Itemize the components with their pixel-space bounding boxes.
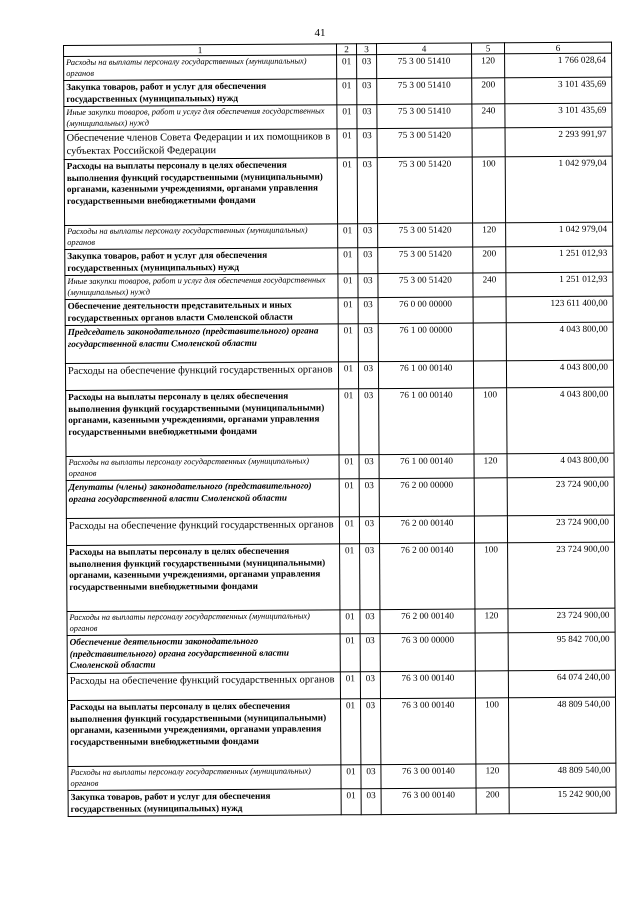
row-subsection: 03 xyxy=(360,672,380,699)
table-row xyxy=(67,542,615,611)
row-target-code: 75 3 00 51410 xyxy=(377,104,472,129)
table-row xyxy=(64,127,612,159)
row-subsection: 03 xyxy=(358,298,378,324)
row-name: Закупка товаров, работ и услуг для обеспечения государственных (муниципальных) нужд xyxy=(68,789,341,817)
row-name: Расходы на выплаты персоналу государственных (муниципальных) органов xyxy=(64,55,337,81)
row-amount: 3 101 435,69 xyxy=(505,77,612,104)
header-col-5: 5 xyxy=(471,43,504,54)
row-name: Иные закупки товаров, работ и услуг для обеспечения государственных (муниципальных) нужд xyxy=(64,105,337,131)
row-target-code: 75 3 00 51420 xyxy=(378,247,473,274)
row-subsection: 03 xyxy=(358,224,378,248)
row-expense-type: 200 xyxy=(472,78,505,104)
row-name: Расходы на обеспечение функций государственных органов xyxy=(65,362,338,391)
row-expense-type: 120 xyxy=(472,54,505,78)
row-amount: 3 101 435,69 xyxy=(505,103,612,128)
row-target-code: 75 3 00 51420 xyxy=(378,273,473,298)
row-name: Расходы на выплаты персоналу в целях обеспечения выполнения функций государственными (муниципальными) органами, казенными учреждениями, органами управления государственными внебюджетными фондами xyxy=(67,544,340,612)
table-row xyxy=(67,632,615,673)
row-amount: 1 042 979,04 xyxy=(505,156,612,223)
row-name: Обеспечение членов Совета Федерации и их помощников в субъектах Российской Федерации xyxy=(64,129,337,160)
row-name: Депутаты (члены) законодательного (представительного) органа государственной власти Смоленской области xyxy=(66,479,339,519)
row-target-code: 76 2 00 00140 xyxy=(380,609,475,634)
row-target-code: 76 1 00 00000 xyxy=(378,323,473,362)
row-name: Закупка товаров, работ и услуг для обеспечения государственных (муниципальных) нужд xyxy=(65,248,338,276)
header-col-1: 1 xyxy=(64,44,337,57)
row-name: Обеспечение деятельности законодательного (представительного) органа государственной власти Смоленской области xyxy=(67,634,340,674)
table-row xyxy=(64,53,612,80)
row-expense-type: 240 xyxy=(472,104,505,128)
header-col-4: 4 xyxy=(376,43,471,55)
row-subsection: 03 xyxy=(357,105,377,129)
row-expense-type: 100 xyxy=(472,157,505,223)
row-section: 01 xyxy=(339,389,359,455)
row-expense-type xyxy=(473,297,506,323)
row-subsection: 03 xyxy=(358,324,378,362)
table-row xyxy=(65,246,613,275)
row-section: 01 xyxy=(337,129,357,158)
row-amount: 4 043 800,00 xyxy=(507,387,614,454)
row-expense-type: 200 xyxy=(476,788,509,814)
table-row xyxy=(65,322,613,363)
row-expense-type: 120 xyxy=(475,609,508,633)
row-target-code: 75 3 00 51410 xyxy=(377,54,472,79)
row-amount: 1 251 012,93 xyxy=(506,246,613,273)
header-col-2: 2 xyxy=(336,44,356,55)
table-row xyxy=(65,272,613,299)
row-subsection: 03 xyxy=(357,129,377,158)
row-subsection: 03 xyxy=(358,362,378,389)
row-expense-type xyxy=(474,478,507,516)
row-amount: 64 074 240,00 xyxy=(508,670,615,698)
row-expense-type xyxy=(472,128,505,157)
table-row xyxy=(65,360,613,390)
row-expense-type: 100 xyxy=(475,543,508,609)
row-section: 01 xyxy=(341,789,361,815)
row-target-code: 76 1 00 00140 xyxy=(379,454,474,479)
row-subsection: 03 xyxy=(357,79,377,105)
row-section: 01 xyxy=(339,517,359,544)
row-amount: 15 242 900,00 xyxy=(509,787,616,814)
page-number: 41 xyxy=(314,27,326,39)
row-target-code: 76 3 00 00140 xyxy=(380,671,475,699)
row-subsection: 03 xyxy=(361,789,381,815)
row-expense-type: 120 xyxy=(474,454,507,478)
row-amount: 4 043 800,00 xyxy=(506,322,613,361)
row-target-code: 76 3 00 00140 xyxy=(381,764,476,789)
row-section: 01 xyxy=(339,455,359,479)
row-name: Расходы на выплаты персоналу государственных (муниципальных) органов xyxy=(66,455,339,481)
row-subsection: 03 xyxy=(359,455,379,479)
row-expense-type: 200 xyxy=(473,247,506,273)
table-row xyxy=(66,477,614,518)
row-name: Расходы на выплаты персоналу в целях обеспечения выполнения функций государственными (муниципальными) органами, казенными учреждениями, органами управления государственными внебюджетными фондами xyxy=(68,699,341,767)
row-name: Председатель законодательного (представительного) органа государственной власти Смоленской области xyxy=(65,324,338,364)
row-target-code: 75 3 00 51420 xyxy=(378,223,473,248)
row-name: Расходы на выплаты персоналу в целях обеспечения выполнения функций государственными (муниципальными) органами, казенными учреждениями, органами управления государственными внебюджетными фондами xyxy=(64,158,337,226)
row-section: 01 xyxy=(338,224,358,248)
table-row xyxy=(68,763,616,790)
row-expense-type xyxy=(475,671,508,698)
row-section: 01 xyxy=(341,765,361,789)
row-amount: 23 724 900,00 xyxy=(507,515,614,543)
table-row xyxy=(67,608,615,635)
row-expense-type: 100 xyxy=(474,388,507,454)
row-amount: 123 611 400,00 xyxy=(506,296,613,323)
table-row xyxy=(68,787,616,816)
table-row xyxy=(67,670,615,700)
row-target-code: 76 3 00 00140 xyxy=(380,698,475,765)
table-row xyxy=(68,697,616,766)
row-subsection: 03 xyxy=(357,55,377,79)
row-subsection: 03 xyxy=(361,765,381,789)
row-section: 01 xyxy=(340,672,360,699)
row-amount: 48 809 540,00 xyxy=(509,763,616,788)
row-section: 01 xyxy=(337,105,357,129)
row-subsection: 03 xyxy=(357,158,377,224)
row-name: Расходы на выплаты персоналу государственных (муниципальных) органов xyxy=(68,765,341,791)
row-target-code: 76 2 00 00140 xyxy=(379,516,474,544)
row-target-code: 75 3 00 51420 xyxy=(377,157,472,224)
row-target-code: 75 3 00 51420 xyxy=(377,128,472,158)
row-name: Расходы на обеспечение функций государственных органов xyxy=(66,517,339,546)
row-expense-type xyxy=(475,633,508,671)
table-row xyxy=(65,296,613,325)
row-name: Расходы на выплаты персоналу государственных (муниципальных) органов xyxy=(67,610,340,636)
row-expense-type xyxy=(473,323,506,361)
row-subsection: 03 xyxy=(359,479,379,517)
row-section: 01 xyxy=(338,274,358,298)
row-amount: 1 766 028,64 xyxy=(505,53,612,78)
row-expense-type: 120 xyxy=(476,764,509,788)
row-subsection: 03 xyxy=(360,699,380,765)
row-target-code: 76 0 00 00000 xyxy=(378,297,473,324)
row-name: Расходы на выплаты персоналу в целях обеспечения выполнения функций государственными (муниципальными) органами, казенными учреждениями, органами управления государственными внебюджетными фондами xyxy=(66,389,339,457)
budget-table-body xyxy=(64,42,617,816)
row-target-code: 76 2 00 00140 xyxy=(380,543,475,610)
row-name: Расходы на выплаты персоналу государственных (муниципальных) органов xyxy=(65,224,338,250)
table-row xyxy=(66,453,614,480)
row-section: 01 xyxy=(337,55,357,79)
row-target-code: 76 3 00 00000 xyxy=(380,633,475,672)
row-section: 01 xyxy=(338,248,358,274)
row-section: 01 xyxy=(340,610,360,634)
row-name: Расходы на обеспечение функций государственных органов xyxy=(67,672,340,701)
header-col-6: 6 xyxy=(504,42,611,54)
row-target-code: 76 3 00 00140 xyxy=(381,788,476,815)
row-name: Закупка товаров, работ и услуг для обеспечения государственных (муниципальных) нужд xyxy=(64,79,337,107)
row-subsection: 03 xyxy=(360,610,380,634)
row-amount: 1 042 979,04 xyxy=(506,222,613,247)
row-expense-type: 100 xyxy=(475,698,508,764)
row-target-code: 76 1 00 00140 xyxy=(379,388,474,455)
row-amount: 1 251 012,93 xyxy=(506,272,613,297)
row-target-code: 76 2 00 00000 xyxy=(379,478,474,517)
table-row xyxy=(64,103,612,130)
row-target-code: 75 3 00 51410 xyxy=(377,78,472,105)
row-subsection: 03 xyxy=(360,634,380,672)
row-section: 01 xyxy=(337,158,357,224)
row-subsection: 03 xyxy=(358,274,378,298)
table-row xyxy=(66,387,614,456)
row-expense-type xyxy=(473,361,506,388)
row-amount: 95 842 700,00 xyxy=(508,632,615,671)
row-section: 01 xyxy=(338,298,358,324)
row-section: 01 xyxy=(339,479,359,517)
row-amount: 2 293 991,97 xyxy=(505,127,612,157)
row-expense-type xyxy=(474,516,507,543)
row-amount: 48 809 540,00 xyxy=(508,697,615,764)
row-amount: 23 724 900,00 xyxy=(508,608,615,633)
table-row xyxy=(65,222,613,249)
table-row xyxy=(64,77,612,106)
row-amount: 4 043 800,00 xyxy=(507,453,614,478)
row-expense-type: 120 xyxy=(473,223,506,247)
row-name: Обеспечение деятельности представительных и иных государственных органов власти Смоленской области xyxy=(65,298,338,326)
row-subsection: 03 xyxy=(360,544,380,610)
row-expense-type: 240 xyxy=(473,273,506,297)
row-section: 01 xyxy=(338,362,358,389)
header-col-3: 3 xyxy=(356,44,376,55)
row-name: Иные закупки товаров, работ и услуг для обеспечения государственных (муниципальных) нужд xyxy=(65,274,338,300)
row-section: 01 xyxy=(340,699,360,765)
row-amount: 4 043 800,00 xyxy=(506,360,613,388)
table-row xyxy=(64,156,612,225)
row-amount: 23 724 900,00 xyxy=(508,542,615,609)
table-row xyxy=(66,515,614,545)
row-subsection: 03 xyxy=(359,389,379,455)
row-section: 01 xyxy=(340,544,360,610)
budget-table xyxy=(63,42,617,817)
row-section: 01 xyxy=(340,634,360,672)
row-section: 01 xyxy=(337,79,357,105)
row-subsection: 03 xyxy=(359,517,379,544)
row-target-code: 76 1 00 00140 xyxy=(378,361,473,389)
row-amount: 23 724 900,00 xyxy=(507,477,614,516)
row-section: 01 xyxy=(338,324,358,362)
row-subsection: 03 xyxy=(358,248,378,274)
